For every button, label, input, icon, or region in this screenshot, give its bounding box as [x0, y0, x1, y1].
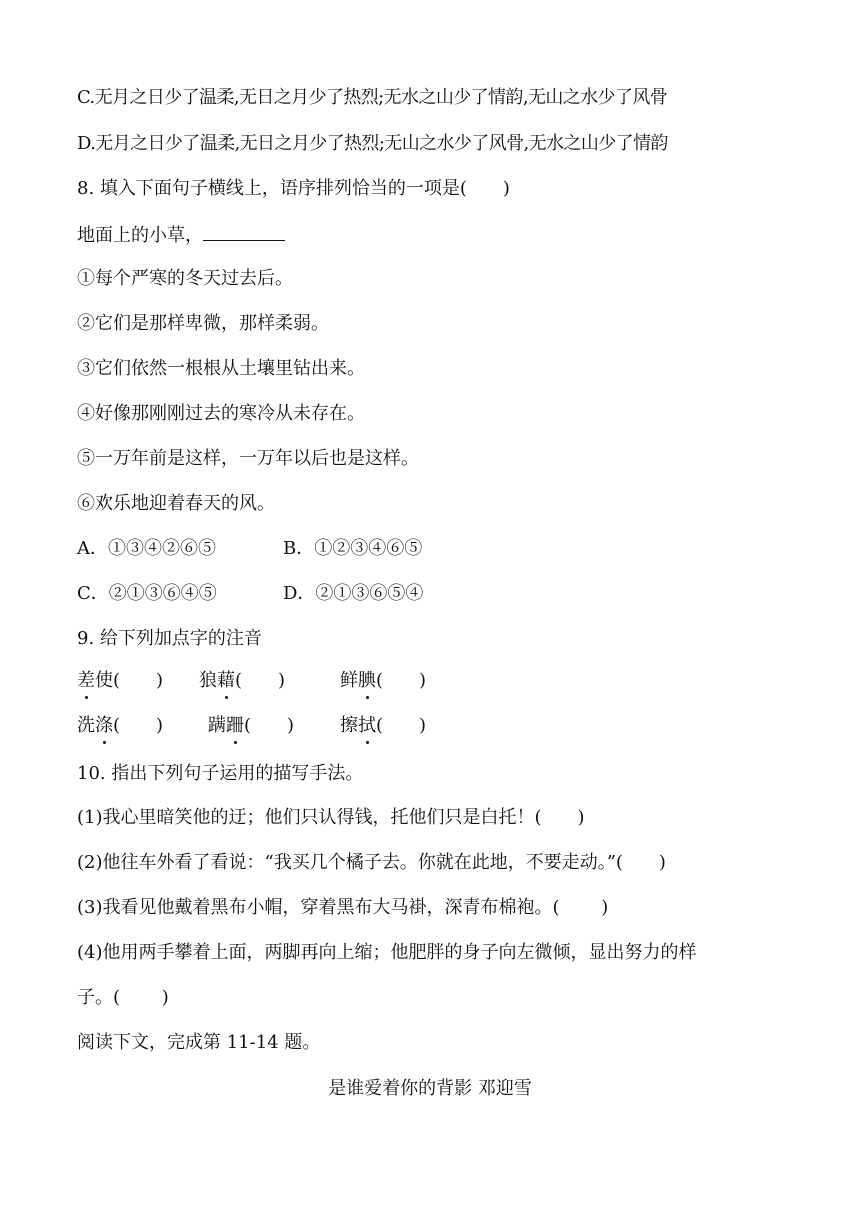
q10-item-3: (3)我看见他戴着黑布小帽，穿着黑布大马褂，深青布棉袍。( ) [77, 897, 609, 918]
q8-option-c: C．②①③⑥④⑤ [77, 583, 217, 604]
q10-item-1: (1)我心里暗笑他的迂；他们只认得钱，托他们只是白托！( ) [77, 807, 585, 828]
word-prefix: 擦 [340, 715, 358, 736]
passage-title: 是谁爱着你的背影 邓迎雪 [328, 1078, 532, 1099]
q8-option-b: B．①②③④⑥⑤ [283, 538, 423, 559]
q9-word-6 [340, 714, 426, 738]
word-prefix: 狼 [199, 670, 217, 691]
q8-sentence-4: ④好像那刚刚过去的寒冷从未存在。 [77, 403, 365, 424]
answer-blank [203, 222, 285, 241]
q10-item-4-continued: 子。( ) [77, 987, 169, 1008]
word-suffix: ( ) [244, 715, 295, 736]
q8-sentence-1: ①每个严寒的冬天过去后。 [77, 268, 293, 289]
q10-stem: 10. 指出下列句子运用的描写手法。 [77, 763, 364, 784]
q8-stem: 8. 填入下面句子横线上，语序排列恰当的一项是( ) [77, 178, 510, 199]
q8-lead-text: 地面上的小草， [77, 225, 203, 246]
word-suffix: ( ) [235, 670, 286, 691]
q8-option-d: D．②①③⑥⑤④ [283, 583, 424, 604]
q8-sentence-3: ③它们依然一根根从土壤里钻出来。 [77, 358, 365, 379]
word-suffix: 使( ) [95, 670, 164, 691]
word-prefix: 蹒 [208, 715, 226, 736]
dotted-char: 藉 [217, 670, 235, 691]
word-prefix: 鲜 [340, 670, 358, 691]
word-suffix: ( ) [376, 715, 427, 736]
q8-sentence-2: ②它们是那样卑微，那样柔弱。 [77, 313, 329, 334]
q9-word-2 [199, 669, 285, 693]
q7-option-c: C.无月之日少了温柔,无日之月少了热烈;无水之山少了情韵,无山之水少了风骨 [77, 87, 668, 108]
word-prefix: 洗 [77, 715, 95, 736]
reading-instruction: 阅读下文，完成第 11-14 题。 [77, 1032, 321, 1053]
q8-lead-line [77, 222, 285, 248]
q9-word-4 [77, 714, 163, 738]
q8-options-row-1 [77, 537, 777, 561]
dotted-char: 跚 [226, 715, 244, 736]
q9-stem: 9. 给下列加点字的注音 [77, 628, 262, 649]
q10-item-2: (2)他往车外看了看说：“我买几个橘子去。你就在此地，不要走动。”( ) [77, 852, 666, 873]
word-suffix: ( ) [376, 670, 427, 691]
q9-words-row-2 [77, 714, 777, 744]
dotted-char: 腆 [358, 670, 376, 691]
word-suffix: ( ) [113, 715, 164, 736]
q8-sentence-6: ⑥欢乐地迎着春天的风。 [77, 493, 275, 514]
q10-item-4: (4)他用两手攀着上面，两脚再向上缩；他肥胖的身子向左微倾，显出努力的样 [77, 942, 697, 963]
q8-sentence-5: ⑤一万年前是这样，一万年以后也是这样。 [77, 448, 419, 469]
dotted-char: 拭 [358, 715, 376, 736]
q9-word-5 [208, 714, 294, 738]
q9-word-1 [77, 669, 163, 693]
q9-word-3 [340, 669, 426, 693]
q7-option-d: D.无月之日少了温柔,无日之月少了热烈;无山之水少了风骨,无水之山少了情韵 [77, 133, 668, 154]
q8-options-row-2 [77, 582, 777, 606]
q8-option-a: A．①③④②⑥⑤ [77, 538, 216, 559]
q9-words-row-1 [77, 669, 777, 699]
dotted-char: 涤 [95, 715, 113, 736]
dotted-char: 差 [77, 670, 95, 691]
